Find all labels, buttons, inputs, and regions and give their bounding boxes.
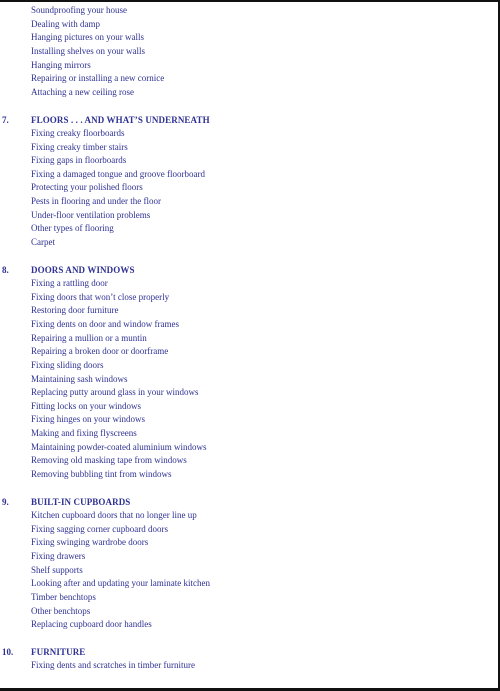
table-of-contents [0,4,480,673]
toc-section [0,113,480,250]
toc-entry[interactable]: Replacing putty around glass in your windows [31,387,199,398]
toc-entry[interactable]: Carpet [31,237,55,247]
section-heading[interactable] [0,645,480,659]
section-title: BUILT-IN CUPBOARDS [31,497,131,508]
section-title: FURNITURE [31,647,86,658]
toc-entry[interactable]: Repairing a broken door or doorframe [31,346,169,357]
toc-entry[interactable]: Fixing drawers [31,550,86,561]
toc-entry[interactable]: Other benchtops [31,605,91,616]
toc-entry[interactable]: Pests in flooring and under the floor [31,196,161,207]
toc-entry[interactable]: Fixing gaps in floorboards [31,155,127,166]
toc-entry[interactable]: Maintaining sash windows [31,373,128,384]
section-heading[interactable] [0,263,480,277]
toc-entry[interactable]: Fitting locks on your windows [31,400,142,411]
toc-entry[interactable]: Fixing dents and scratches in timber furniture [31,660,195,671]
toc-entry[interactable]: Fixing swinging wardrobe doors [31,537,149,548]
toc-entry[interactable]: Fixing sliding doors [31,359,104,370]
toc-entry[interactable]: Kitchen cupboard doors that no longer line up [31,510,197,521]
toc-entry[interactable]: Repairing a mullion or a muntin [31,332,147,343]
toc-entry[interactable]: Removing bubbling tint from windows [31,469,172,479]
toc-entry[interactable]: Fixing doors that won’t close properly [31,291,170,302]
toc-entry[interactable]: Dealing with damp [31,18,100,29]
toc-entry[interactable]: Replacing cupboard door handles [31,619,152,630]
toc-entry[interactable]: Fixing creaky timber stairs [31,141,128,152]
toc-entry[interactable]: Other types of flooring [31,223,114,234]
section-number: 7. [2,114,9,125]
toc-entry[interactable]: Restoring door furniture [31,305,119,316]
toc-entry[interactable]: Installing shelves on your walls [31,45,145,56]
toc-entry[interactable]: Fixing a damaged tongue and groove floorboard [31,168,205,179]
toc-entry[interactable]: Shelf supports [31,564,83,575]
section-title: FLOORS . . . AND WHAT’S UNDERNEATH [31,114,210,125]
toc-entry[interactable]: Fixing a rattling door [31,278,108,289]
toc-entry[interactable]: Looking after and updating your laminate kitchen [31,578,210,589]
section-number: 8. [2,265,9,276]
section-number: 10. [2,647,14,658]
toc-entry[interactable]: Fixing creaky floorboards [31,127,125,138]
toc-entry[interactable]: Making and fixing flyscreens [31,428,137,439]
toc-section [0,263,480,482]
toc-entry[interactable]: Maintaining powder-coated aluminium windows [31,441,207,452]
section-number: 9. [2,497,9,508]
toc-entry[interactable]: Timber benchtops [31,591,96,602]
toc-entry[interactable]: Soundproofing your house [31,5,127,15]
toc-entry[interactable]: Repairing or installing a new cornice [31,73,165,84]
toc-entry[interactable]: Protecting your polished floors [31,182,143,193]
toc-entry[interactable]: Fixing sagging corner cupboard doors [31,523,168,534]
toc-entry[interactable]: Removing old masking tape from windows [31,455,187,466]
intro-entries [0,4,480,99]
toc-entry[interactable]: Fixing hinges on your windows [31,414,146,425]
section-heading[interactable] [0,495,480,509]
toc-entry[interactable]: Under-floor ventilation problems [31,209,151,220]
toc-entry[interactable]: Hanging mirrors [31,59,91,70]
section-heading[interactable] [0,113,480,127]
toc-section [0,645,480,673]
page-top-border [0,0,500,2]
toc-entry[interactable]: Hanging pictures on your walls [31,32,144,43]
toc-entry[interactable]: Attaching a new ceiling rose [31,86,134,97]
toc-section [0,495,480,632]
toc-entry[interactable]: Fixing dents on door and window frames [31,318,179,329]
section-title: DOORS AND WINDOWS [31,265,135,276]
